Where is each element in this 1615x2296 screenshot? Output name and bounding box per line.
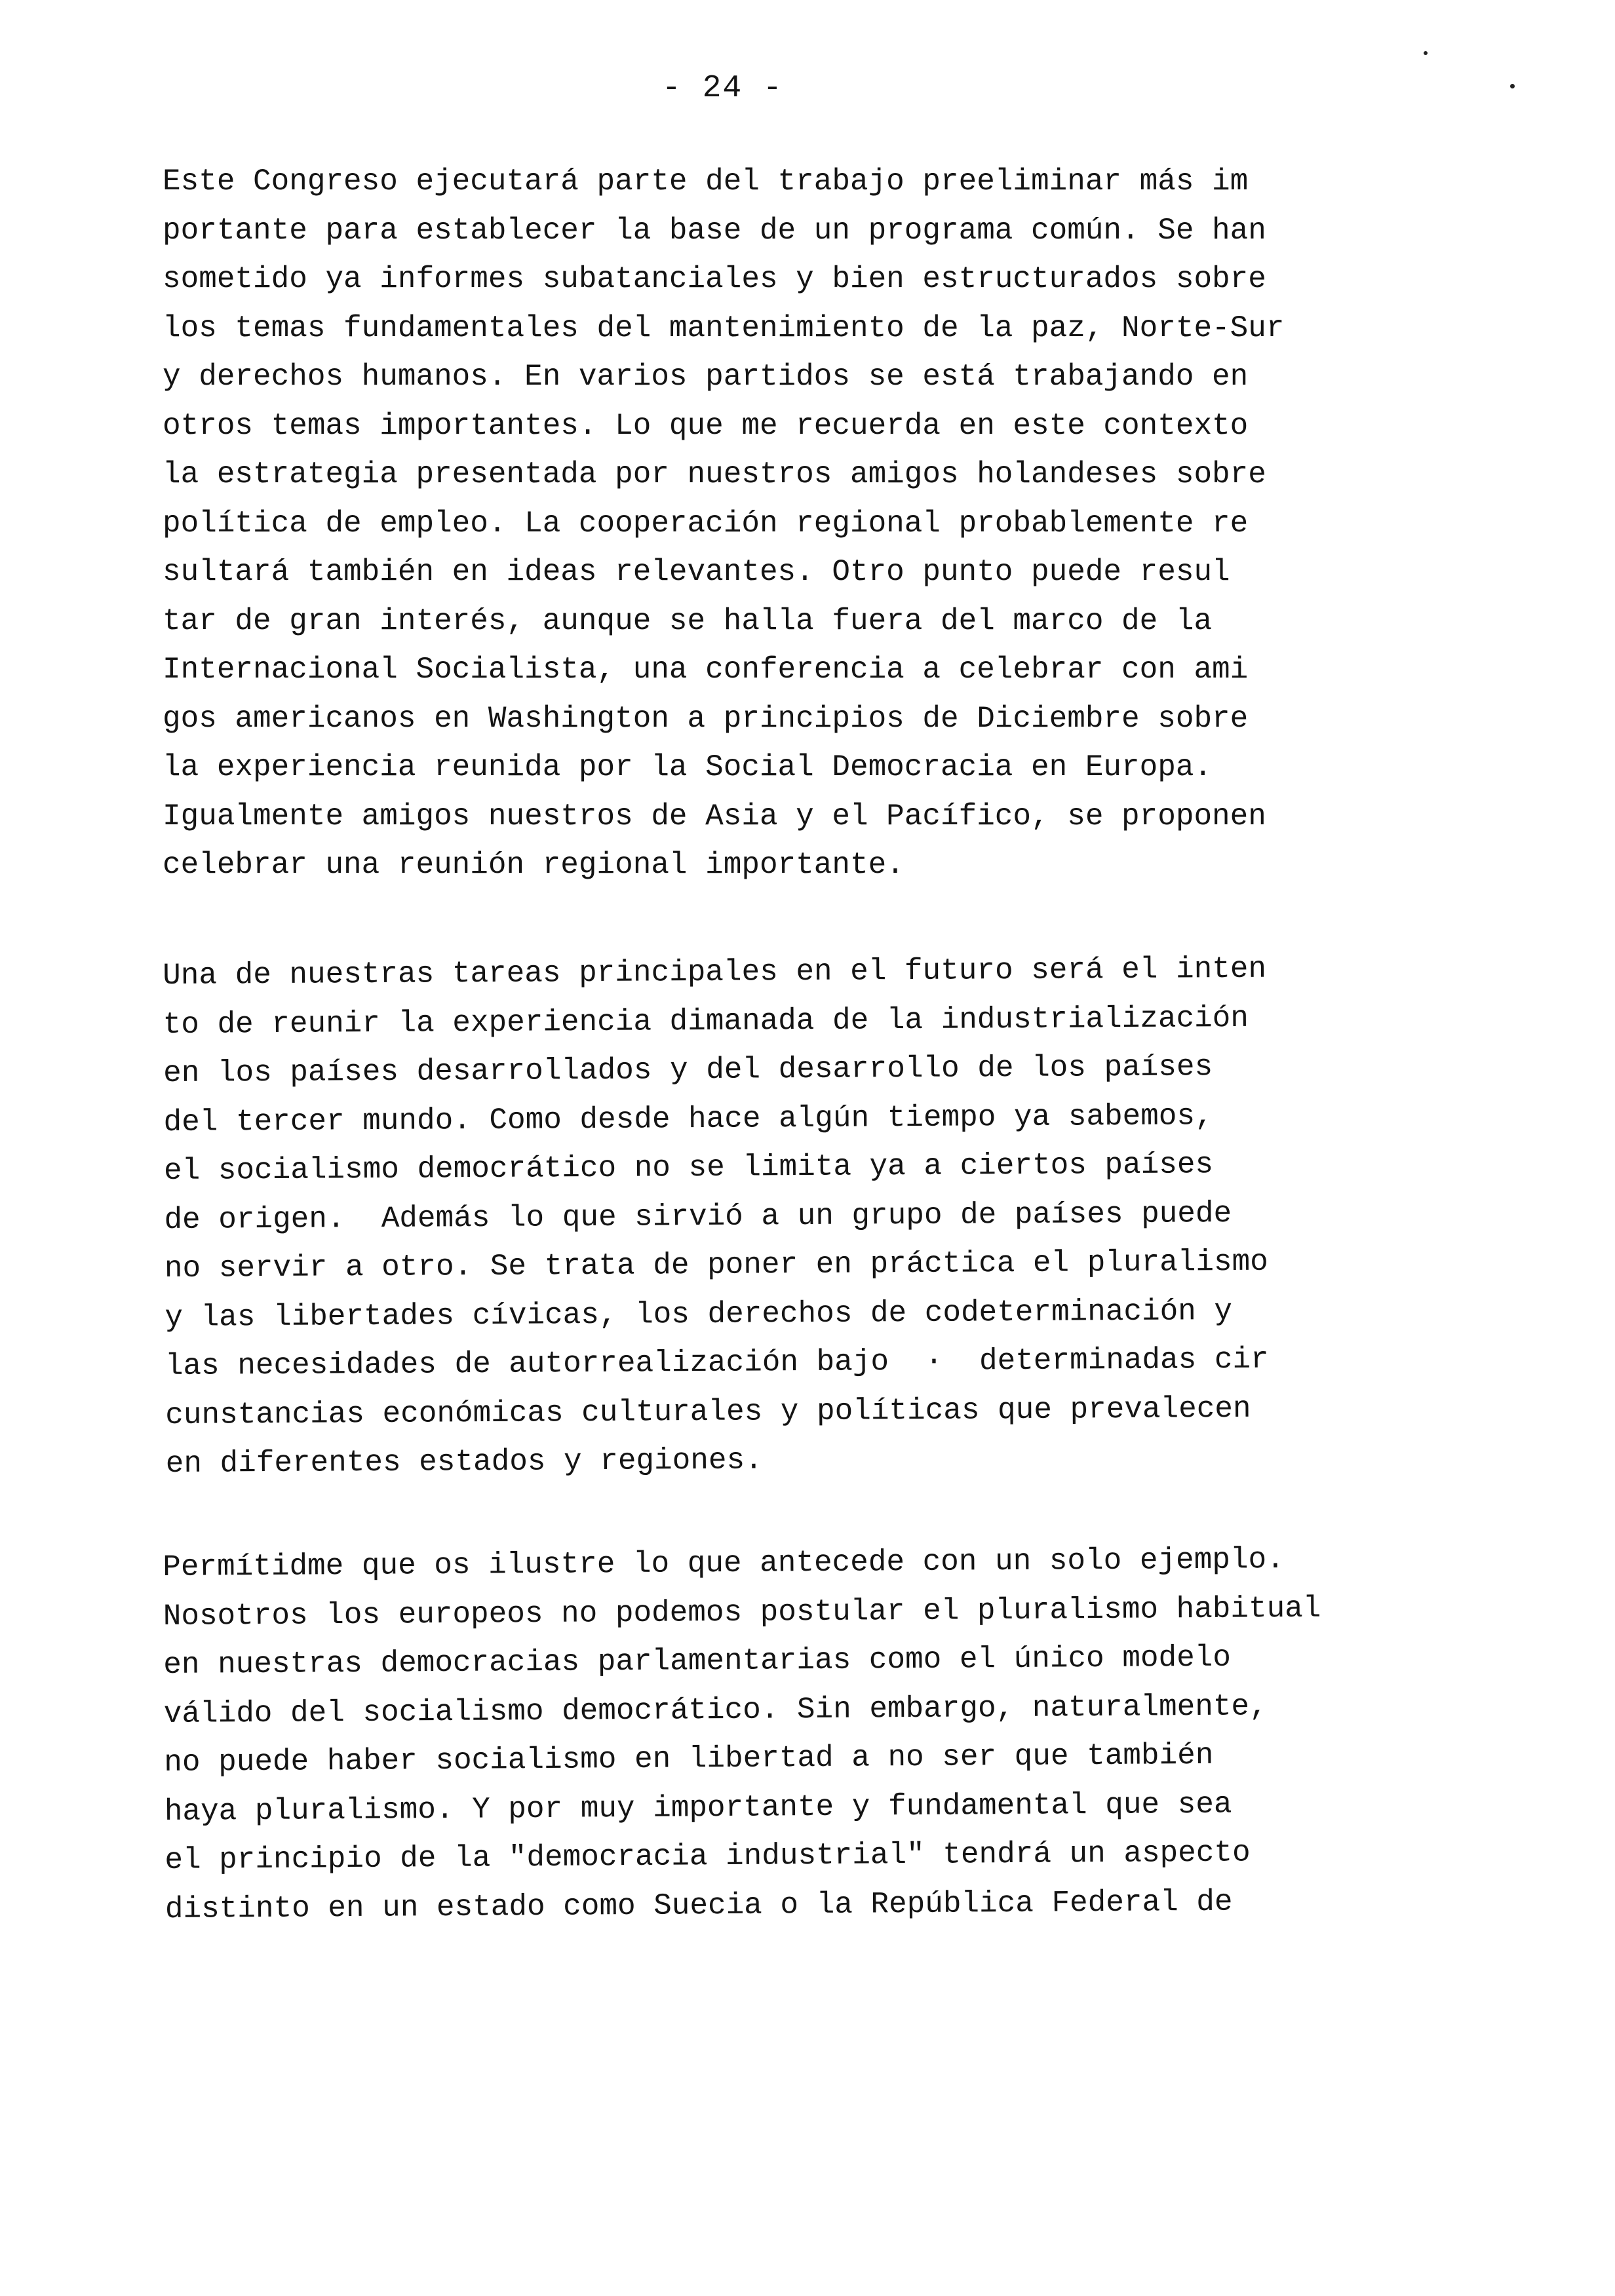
text-line: otros temas importantes. Lo que me recuerda en este contexto — [163, 408, 1249, 443]
text-line: tar de gran interés, aunque se halla fuera del marco de la — [163, 603, 1213, 638]
text-line: Nosotros los europeos no podemos postular el pluralismo habitual — [163, 1591, 1321, 1634]
text-line: to de reunir la experiencia dimanada de la industrialización — [163, 1001, 1249, 1042]
text-line: sultará también en ideas relevantes. Otro punto puede resul — [163, 555, 1230, 589]
text-line: la experiencia reunida por la Social Democracia en Europa. — [163, 750, 1213, 784]
text-line: cunstancias económicas culturales y políticas que prevalecen — [165, 1391, 1251, 1432]
text-line: Igualmente amigos nuestros de Asia y el Pacífico, se proponen — [163, 799, 1266, 833]
text-line: no puede haber socialismo en libertad a no ser que también — [164, 1738, 1214, 1780]
text-line: válido del socialismo democrático. Sin embargo, naturalmente, — [163, 1689, 1268, 1731]
page-number: - 24 - — [662, 71, 783, 106]
text-line: en diferentes estados y regiones. — [165, 1443, 763, 1481]
text-line: los temas fundamentales del mantenimiento de la paz, Norte-Sur — [163, 311, 1285, 345]
scan-speck — [1510, 84, 1515, 88]
text-line: del tercer mundo. Como desde hace algún tiempo ya sabemos, — [163, 1098, 1213, 1139]
text-line: el principio de la "democracia industrial" tendrá un aspecto — [165, 1835, 1251, 1877]
text-line: Permítidme que os ilustre lo que antecede con un solo ejemplo. — [163, 1542, 1285, 1584]
text-line: haya pluralismo. Y por muy importante y fundamental que sea — [164, 1787, 1232, 1829]
text-line: Este Congreso ejecutará parte del trabajo preeliminar más im — [163, 164, 1249, 199]
paragraph-3 — [163, 1534, 1476, 1934]
paragraph-2 — [163, 944, 1477, 1489]
text-line: sometido ya informes subatanciales y bien estructurados sobre — [163, 262, 1266, 296]
text-line: política de empleo. La cooperación regional probablemente re — [163, 506, 1249, 541]
text-line: gos americanos en Washington a principios de Diciembre sobre — [163, 701, 1249, 736]
text-line: y las libertades cívicas, los derechos de codeterminación y — [165, 1293, 1233, 1335]
text-line: Internacional Socialista, una conferencia a celebrar con ami — [163, 653, 1249, 687]
text-line: en los países desarrollados y del desarrollo de los países — [163, 1050, 1213, 1090]
text-line: no servir a otro. Se trata de poner en práctica el pluralismo — [164, 1244, 1268, 1286]
text-line: y derechos humanos. En varios partidos se está trabajando en — [163, 360, 1249, 394]
text-line: en nuestras democracias parlamentarias como el único modelo — [163, 1640, 1232, 1682]
text-line: portante para establecer la base de un programa común. Se han — [163, 213, 1266, 248]
paragraph-1 — [163, 157, 1473, 890]
text-line: celebrar una reunión regional importante. — [163, 848, 905, 882]
text-line: las necesidades de autorrealización bajo · determinadas cir — [165, 1342, 1269, 1383]
text-line: el socialismo democrático no se limita ya a ciertos países — [163, 1147, 1214, 1188]
text-line: la estrategia presentada por nuestros amigos holandeses sobre — [163, 457, 1266, 491]
text-line: distinto en un estado como Suecia o la República Federal de — [165, 1885, 1233, 1926]
scan-speck — [1424, 51, 1428, 55]
text-line: de origen. Además lo que sirvió a un grupo de países puede — [164, 1196, 1232, 1237]
text-line: Una de nuestras tareas principales en el futuro será el inten — [163, 951, 1267, 993]
